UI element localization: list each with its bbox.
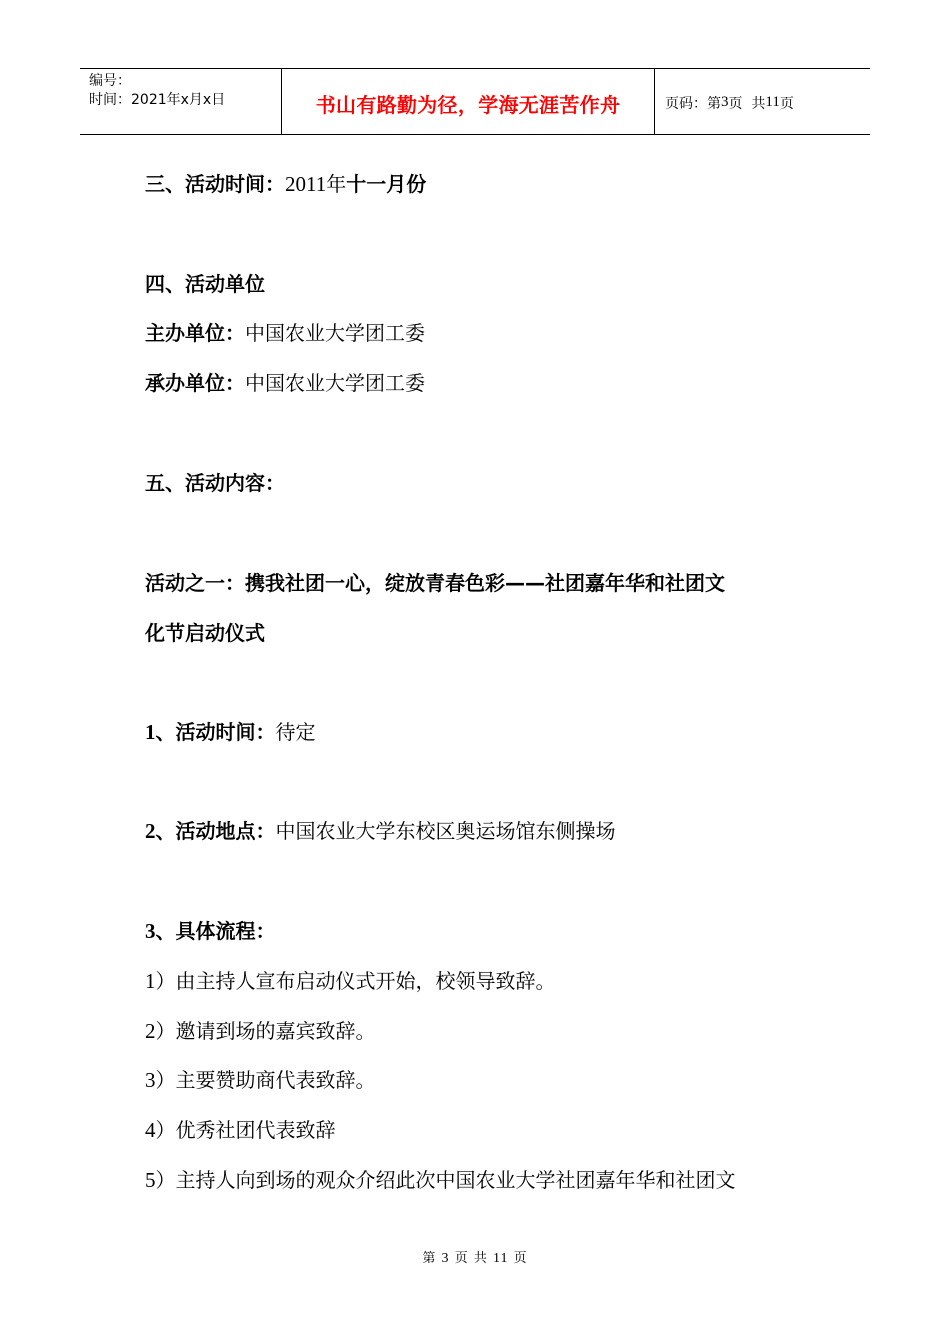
item1-row (145, 719, 316, 745)
step-text: ）由主持人宣布启动仪式开始，校领导致辞。 (155, 969, 556, 993)
step-num: 4 (145, 1118, 156, 1142)
header-page-indicator (655, 69, 870, 134)
header-page-middle: 页 共 (728, 95, 766, 112)
step-text: ）主持人向到场的观众介绍此次中国农业大学社团嘉年华和社团文 (155, 1168, 736, 1192)
page-footer (0, 1247, 950, 1267)
step-num: 5 (145, 1168, 156, 1192)
item3-label: 、具体流程： (155, 919, 276, 943)
unit-heading: 四、活动单位 (145, 272, 265, 296)
item2-row (145, 818, 616, 844)
document-time-label: 时间：2021年x月x日 (89, 92, 226, 108)
header-page-current: 3 (721, 94, 729, 110)
item1-num: 1 (145, 720, 156, 744)
step-row (145, 968, 556, 994)
step-row (145, 1167, 736, 1193)
step-text: ）优秀社团代表致辞 (155, 1118, 336, 1142)
step-text: ）主要赞助商代表致辞。 (155, 1068, 376, 1092)
step-row (145, 1117, 336, 1143)
item2-num: 2 (145, 819, 156, 843)
footer-middle: 页 共 (454, 1251, 488, 1266)
item2-label: 、活动地点： (155, 819, 276, 843)
header-motto-cell (282, 69, 655, 134)
item1-label: 、活动时间： (155, 720, 276, 744)
header-page-prefix: 页码：第 (665, 95, 721, 112)
time-month: 十一月份 (346, 172, 427, 196)
footer-current: 3 (441, 1251, 450, 1266)
organizer-label: 承办单位： (145, 371, 245, 395)
item3-num: 3 (145, 919, 156, 943)
time-section (145, 171, 426, 197)
item1-value: 待定 (275, 720, 316, 744)
host-unit-row (145, 320, 425, 346)
time-year-char: 年 (326, 172, 347, 196)
header-motto: 书山有路勤为径，学海无涯苦作舟 (315, 93, 621, 117)
document-number-label: 编号： (89, 73, 131, 89)
header-page-total: 11 (765, 94, 780, 110)
item3-row (145, 918, 276, 944)
organizer-value: 中国农业大学团工委 (245, 371, 425, 395)
activity1-title-line2: 化节启动仪式 (145, 621, 265, 645)
step-num: 3 (145, 1068, 156, 1092)
header-page-suffix: 页 (779, 95, 794, 112)
page-header (80, 68, 870, 135)
host-label: 主办单位： (145, 321, 245, 345)
step-row (145, 1018, 376, 1044)
step-row (145, 1067, 376, 1093)
time-year: 2011 (285, 172, 327, 196)
step-num: 1 (145, 969, 156, 993)
host-value: 中国农业大学团工委 (245, 321, 425, 345)
step-text: ）邀请到场的嘉宾致辞。 (155, 1019, 376, 1043)
footer-prefix: 第 (422, 1251, 437, 1266)
content-heading: 五、活动内容： (145, 471, 285, 495)
footer-suffix: 页 (513, 1251, 528, 1266)
step-num: 2 (145, 1019, 156, 1043)
item2-value: 中国农业大学东校区奥运场馆东侧操场 (275, 819, 616, 843)
organizer-unit-row (145, 370, 425, 396)
time-heading: 三、活动时间： (145, 172, 285, 196)
activity1-title-line1: 活动之一：携我社团一心，绽放青春色彩——社团嘉年华和社团文 (145, 571, 725, 595)
header-meta (80, 69, 282, 134)
footer-total: 11 (492, 1251, 509, 1266)
